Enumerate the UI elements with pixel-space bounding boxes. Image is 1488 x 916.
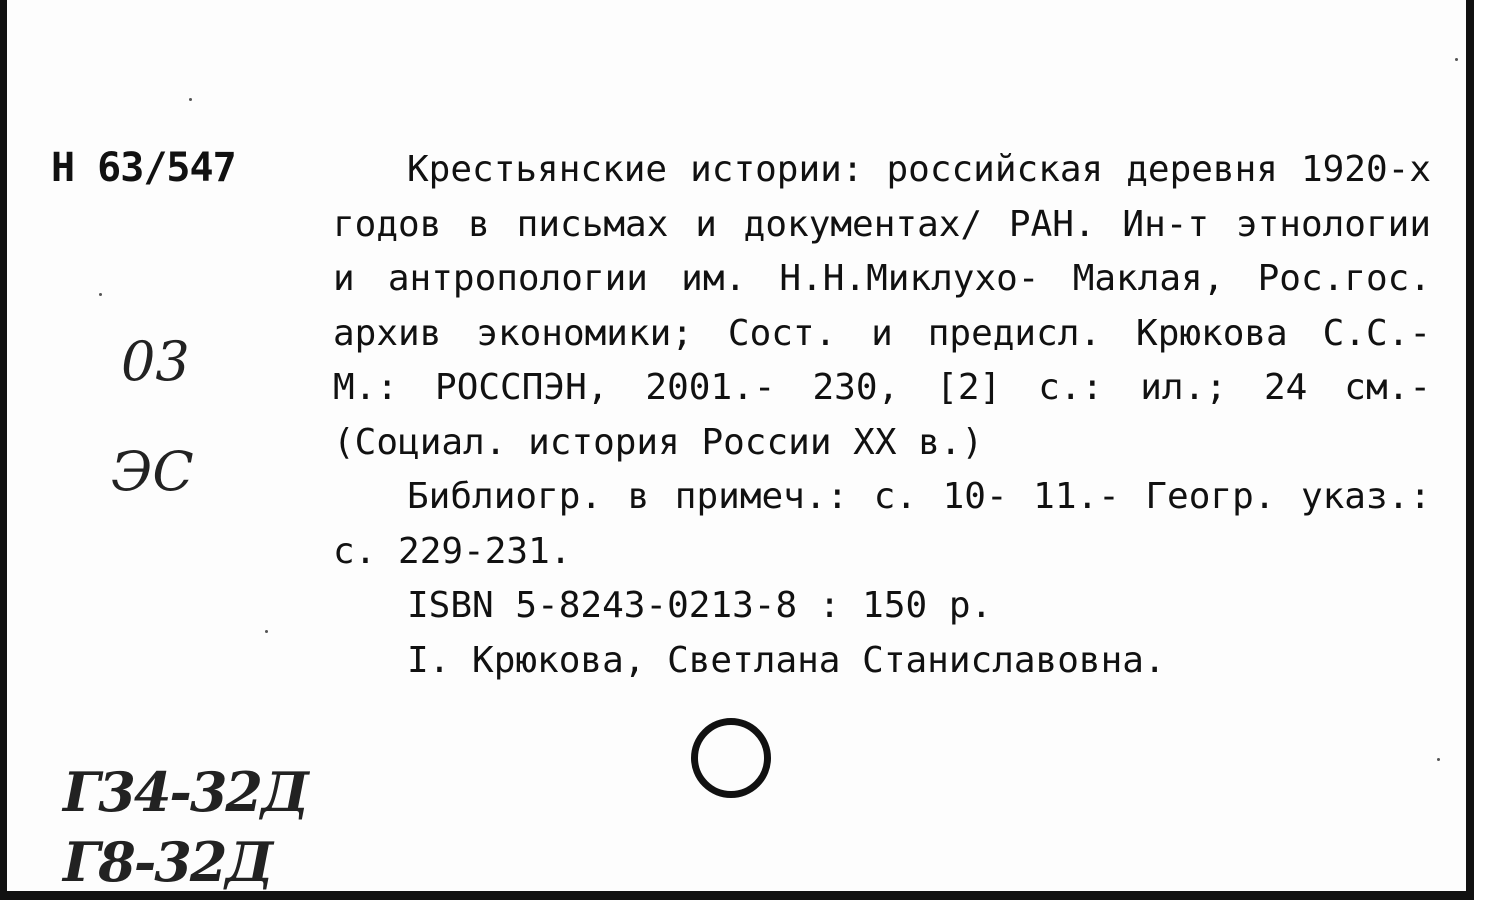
call-number: Н 63/547	[51, 145, 236, 191]
paper-speck	[189, 98, 192, 101]
entry-isbn: ISBN 5-8243-0213-8 : 150 р.	[407, 585, 993, 626]
paper-speck	[99, 293, 102, 296]
handwritten-shelf-mark: Г34-32Д	[63, 760, 308, 824]
entry-description: Крестьянские истории: российская деревня 1920-х годов в письмах и документах/ РАН. Ин-т этнологии и антропологии им. Н.Н.Миклухо- Маклая, Рос.гос. архив экономики; Сост. и предисл. Крюкова С.С.- М.: РОССПЭН, 2001.- 230, [2] с.: ил.; 24 см.- (Социал. история России ХХ в.)	[333, 149, 1431, 463]
handwritten-shelf-mark: Г8-32Д	[63, 830, 272, 894]
card-punch-hole	[691, 718, 771, 798]
bibliographic-entry	[333, 143, 1431, 688]
paper-speck	[1437, 758, 1440, 761]
entry-added-author: I. Крюкова, Светлана Станиславовна.	[407, 639, 1166, 681]
entry-notes: Библиогр. в примеч.: с. 10- 11.- Геогр. указ.: с. 229-231.	[333, 476, 1431, 572]
paper-speck	[265, 630, 268, 633]
handwritten-mark: ЭС	[111, 440, 194, 503]
handwritten-mark: 03	[121, 330, 190, 393]
paper-speck	[1455, 58, 1458, 61]
